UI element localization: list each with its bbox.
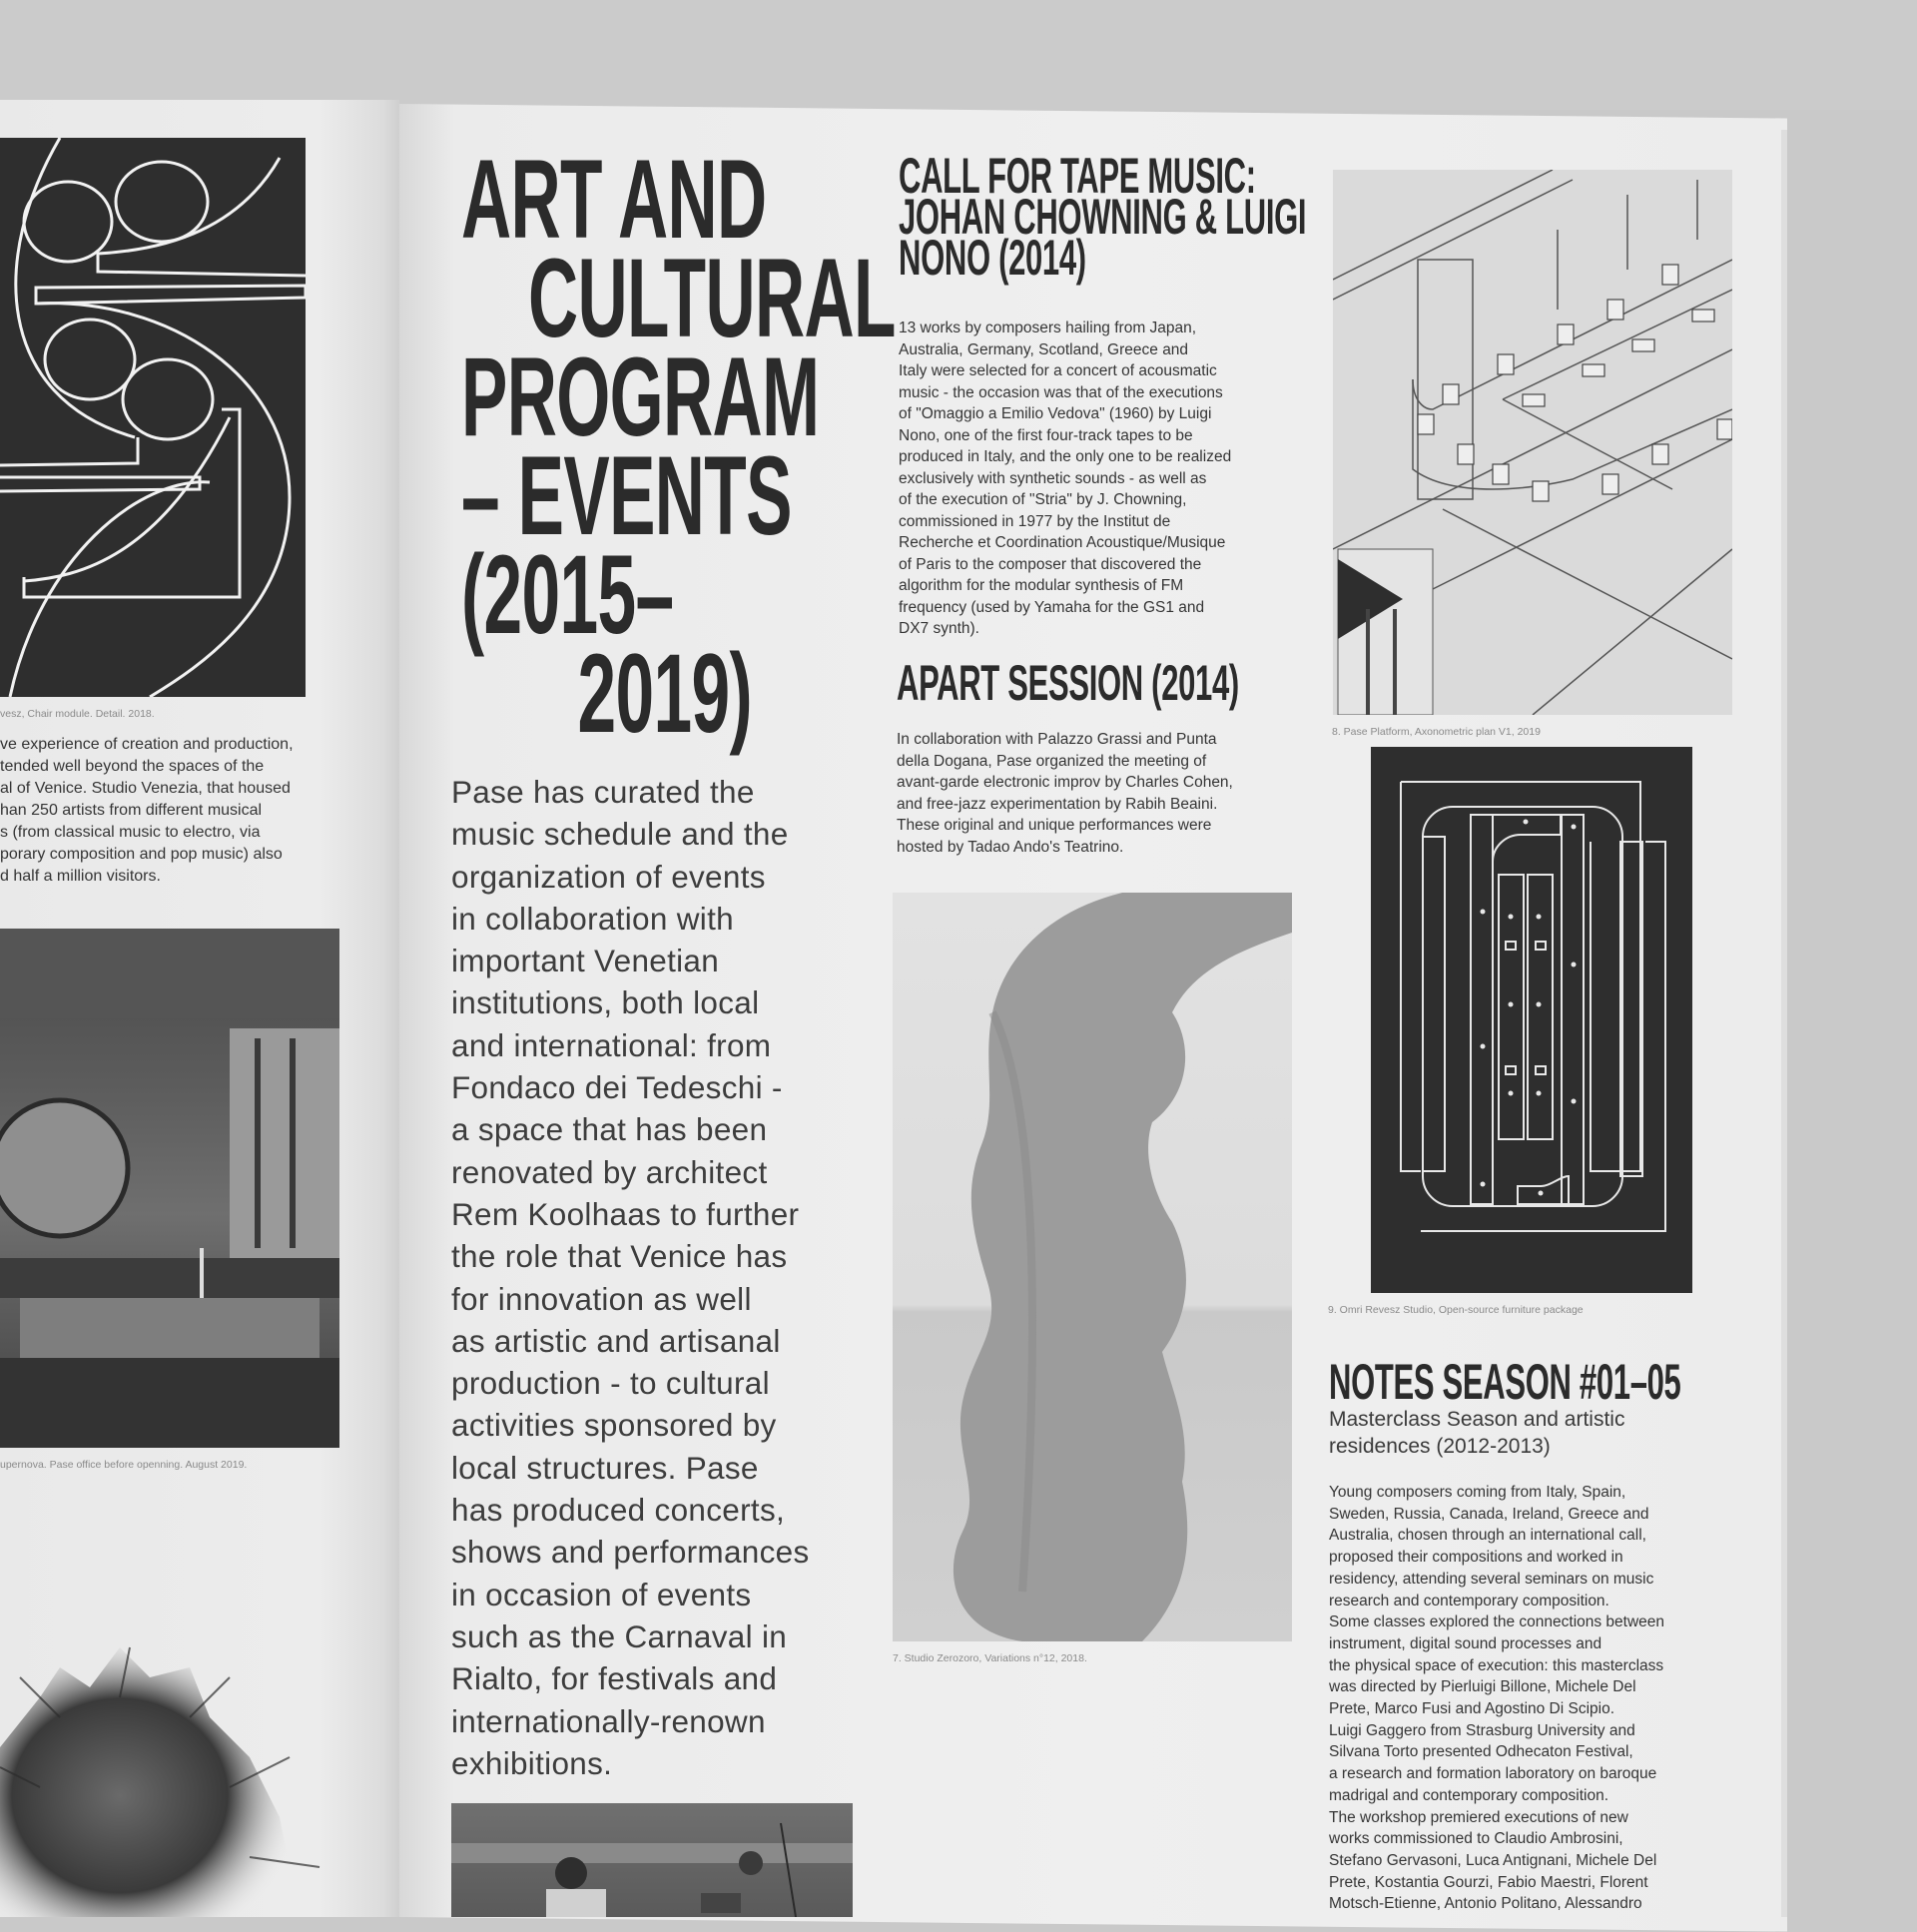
lead-paragraph: Pase has curated the music schedule and the organization of events in collaboration with important Venetian institutions, both local and international: from Fondaco dei Tedeschi - a space that has been renovated by architect Rem Koolhaas to further the role that Venice has for innovation as well as artistic and artisanal production - to cultural activities sponsored by local structures. Pase has produced concerts, shows and performances in occasion of events such as the Carnaval in Rialto, for festivals and internationally-renown exhibitions. — [451, 774, 810, 1781]
chair-module-illustration — [0, 138, 306, 697]
apart-session-body: In collaboration with Palazzo Grassi and Punta della Dogana, Pase organized the meeting of avant-garde electronic improv by Charles Cohen, and free-jazz experimentation by Rabih Beaini. These original and unique performances were hosted by Tadao Ando's Teatrino. — [897, 731, 1233, 856]
tape-music-body: 13 works by composers hailing from Japan, Australia, Germany, Scotland, Greece and Italy were selected for a concert of acousmatic music - the occasion was that of the executions of "Omaggio a Emilio Vedova" (1960) by Luigi Nono, one of the first four-track tapes to be produced in Italy, and the only one to be realized exclusively with synthetic sounds - as well as of the execution of "Stria" by J. Chowning, commissioned in 1977 by the Institut de Recherche et Coordination Acoustique/Musique of Paris to the composer that discovered the algorithm for the modular synthesis of FM frequency (used by Yamaha for the GS1 and DX7 synth). — [899, 320, 1232, 637]
caption-office: upernova. Pase office before openning. August 2019. — [0, 1459, 248, 1471]
caption-furniture: 9. Omri Revesz Studio, Open-source furniture package — [1328, 1304, 1584, 1316]
caption-chair: vesz, Chair module. Detail. 2018. — [0, 708, 155, 720]
page-edge — [1781, 130, 1787, 1917]
variations-sculpture-photo — [893, 893, 1292, 1641]
caption-variations: 7. Studio Zerozoro, Variations n°12, 2018. — [893, 1652, 1087, 1664]
furniture-plan-drawing — [1371, 747, 1692, 1293]
performance-photo — [451, 1803, 853, 1917]
notes-season-body: Young composers coming from Italy, Spain, Sweden, Russia, Canada, Ireland, Greece and Australia, chosen through an international call, proposed their compositions and worked in residency, attending several seminars on music research and contemporary composition. Some classes explored the connections between instrument, digital sound processes and the physical space of execution: this masterclass was directed by Pierluigi Billone, Michele Del Prete, Marco Fusi and Agostino Di Scipio. Luigi Gaggero from Strasburg University and Silvana Torto presented Odhecaton Festival, a research and formation laboratory on baroque madrigal and contemporary composition. The workshop premiered executions of new works commissioned to Claudio Ambrosini, Stefano Gervasoni, Luca Antignani, Michele Del Prete, Kostantia Gourzi, Fabio Maestri, Florent Motsch-Etienne, Antonio Politano, Alessandro — [1329, 1484, 1665, 1913]
office-photo — [0, 929, 339, 1448]
backdrop — [0, 0, 1917, 110]
left-body-text: ve experience of creation and production, tended well beyond the spaces of the al of Venice. Studio Venezia, that housed han 250 artists from different musical s (from classical music to electro, via porary composition and pop music) also d half a million visitors. — [0, 736, 294, 885]
main-title: ART AND CULTURAL PROGRAM – EVENTS (2015– 2019) — [461, 137, 896, 756]
caption-axonometric: 8. Pase Platform, Axonometric plan V1, 2019 — [1332, 726, 1541, 738]
apart-session-title: APART SESSION (2014) — [897, 655, 1239, 711]
notes-season-title: NOTES SEASON #01–05 — [1329, 1354, 1681, 1410]
notes-season-subtitle: Masterclass Season and artistic residences (2012-2013) — [1329, 1408, 1625, 1458]
textured-sculpture-image — [0, 1637, 339, 1917]
axonometric-plan-drawing — [1333, 170, 1732, 715]
tape-music-title: CALL FOR TAPE MUSIC: JOHAN CHOWNING & LUIGI NONO (2014) — [899, 148, 1307, 286]
